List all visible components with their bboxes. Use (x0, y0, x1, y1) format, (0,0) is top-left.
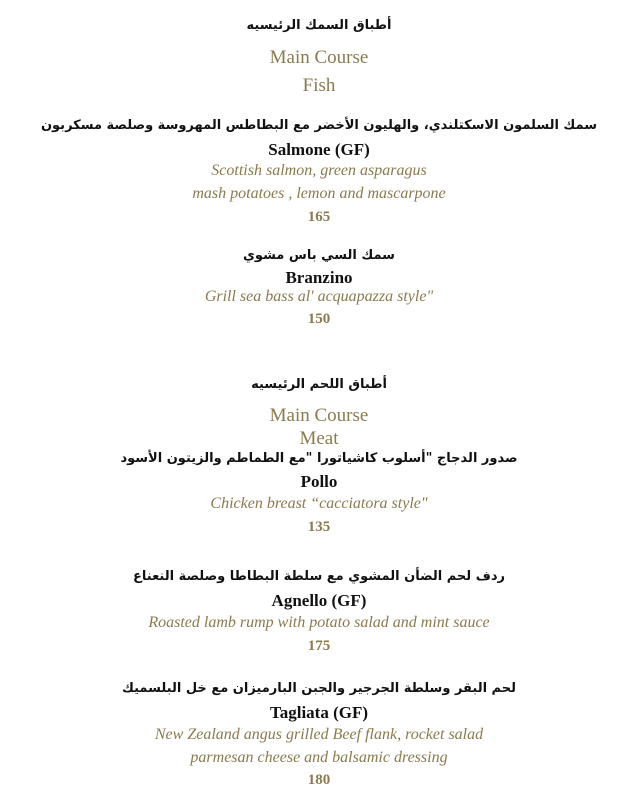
dish-salmone-description-2: mash potatoes , lemon and mascarpone (192, 185, 446, 202)
dish-branzino-price: 150 (307, 311, 331, 327)
meat-section-heading-main-course: Main Course (269, 405, 369, 426)
dish-pollo-name: Pollo (300, 472, 338, 491)
dish-branzino-name: Branzino (285, 268, 353, 287)
dish-pollo-price: 135 (307, 519, 331, 535)
dish-tagliata-name: Tagliata (GF) (269, 703, 369, 722)
dish-tagliata-description-2: parmesan cheese and balsamic dressing (190, 749, 448, 766)
dish-salmone-name: Salmone (GF) (268, 140, 370, 159)
dish-agnello-name: Agnello (GF) (271, 591, 367, 610)
dish-tagliata-description-1: New Zealand angus grilled Beef flank, rocket salad (154, 726, 484, 743)
dish-tagliata-arabic: لحم البقر وسلطة الجرجير والجبن البارميزان مع خل البلسميك (121, 681, 517, 696)
dish-branzino-description: Grill sea bass al' acquapazza style" (204, 288, 434, 305)
dish-agnello-arabic: ردف لحم الضأن المشوي مع سلطة البطاطا وصلصة النعناع (133, 569, 505, 584)
fish-section-arabic-title: أطباق السمك الرئيسيه (246, 18, 392, 33)
dish-pollo-description: Chicken breast “cacciatora style" (210, 495, 428, 512)
dish-agnello-description: Roasted lamb rump with potato salad and mint sauce (148, 614, 490, 631)
meat-section-heading-meat: Meat (299, 428, 339, 449)
dish-salmone-arabic: سمك السلمون الاسكتلندي، والهليون الأخضر مع البطاطس المهروسة وصلصة مسكربون (40, 118, 598, 133)
dish-agnello-price: 175 (307, 638, 331, 654)
dish-salmone-price: 165 (307, 209, 331, 225)
dish-salmone-description-1: Scottish salmon, green asparagus (211, 162, 427, 179)
fish-section-heading-main-course: Main Course (269, 47, 369, 68)
meat-section-arabic-title: أطباق اللحم الرئيسيه (251, 377, 387, 392)
dish-tagliata-price: 180 (307, 772, 331, 788)
dish-pollo-arabic: صدور الدجاج "أسلوب كاشياتورا "مع الطماطم والزيتون الأسود (120, 451, 518, 466)
dish-branzino-arabic: سمك السي باس مشوي (243, 248, 395, 263)
fish-section-heading-fish: Fish (302, 75, 336, 96)
